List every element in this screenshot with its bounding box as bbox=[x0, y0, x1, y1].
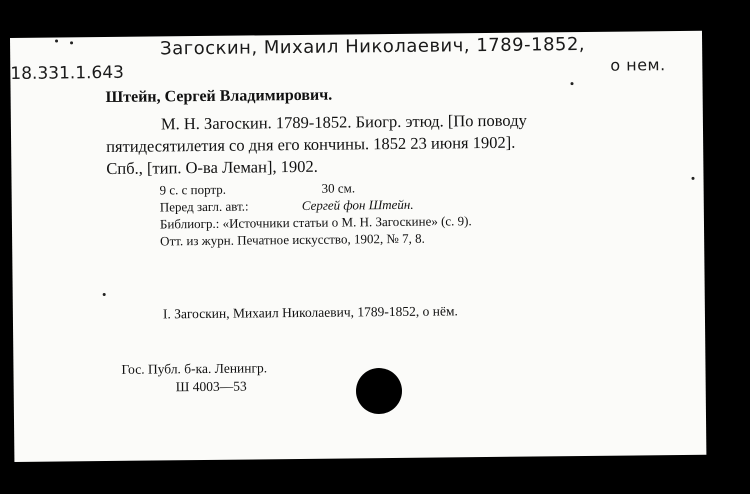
note-bibliography: Библиогр.: «Источники статьи о М. Н. Загоскине» (с. 9). bbox=[159, 213, 472, 232]
library-shelfmark: Ш 4003—53 bbox=[175, 378, 247, 395]
speck bbox=[55, 39, 58, 42]
note-offprint: Отт. из журн. Печатное искусство, 1902, № 7, 8. bbox=[160, 230, 425, 249]
handwritten-shelfmark: 18.331.1.643 bbox=[10, 62, 125, 84]
handwritten-subject-heading: Загоскин, Михаил Николаевич, 1789-1852, bbox=[160, 33, 586, 60]
author-heading: Штейн, Сергей Владимирович. bbox=[105, 86, 333, 107]
speck bbox=[570, 82, 573, 85]
handwritten-subject-heading-cont: о нем. bbox=[610, 55, 666, 75]
library-name: Гос. Публ. б-ка. Ленингр. bbox=[121, 360, 268, 377]
collation-size: 30 см. bbox=[321, 180, 356, 196]
note-author-prefix: Перед загл. авт.: bbox=[159, 198, 249, 215]
title-line-1: М. Н. Загоскин. 1789-1852. Биогр. этюд. [По поводу bbox=[160, 110, 527, 134]
speck bbox=[70, 41, 73, 44]
collation-pages: 9 с. с портр. bbox=[159, 181, 227, 198]
title-line-2: пятидесятилетия со дня его кончины. 1852 23 июня 1902]. bbox=[106, 132, 516, 156]
note-author-name: Сергей фон Штейн. bbox=[301, 196, 414, 213]
punch-hole bbox=[356, 368, 402, 414]
speck bbox=[103, 293, 106, 296]
imprint-line: Спб., [тип. О-ва Леман], 1902. bbox=[106, 156, 318, 178]
subject-tracing: I. Загоскин, Михаил Николаевич, 1789-1852, о нём. bbox=[162, 303, 458, 322]
speck bbox=[691, 177, 694, 180]
